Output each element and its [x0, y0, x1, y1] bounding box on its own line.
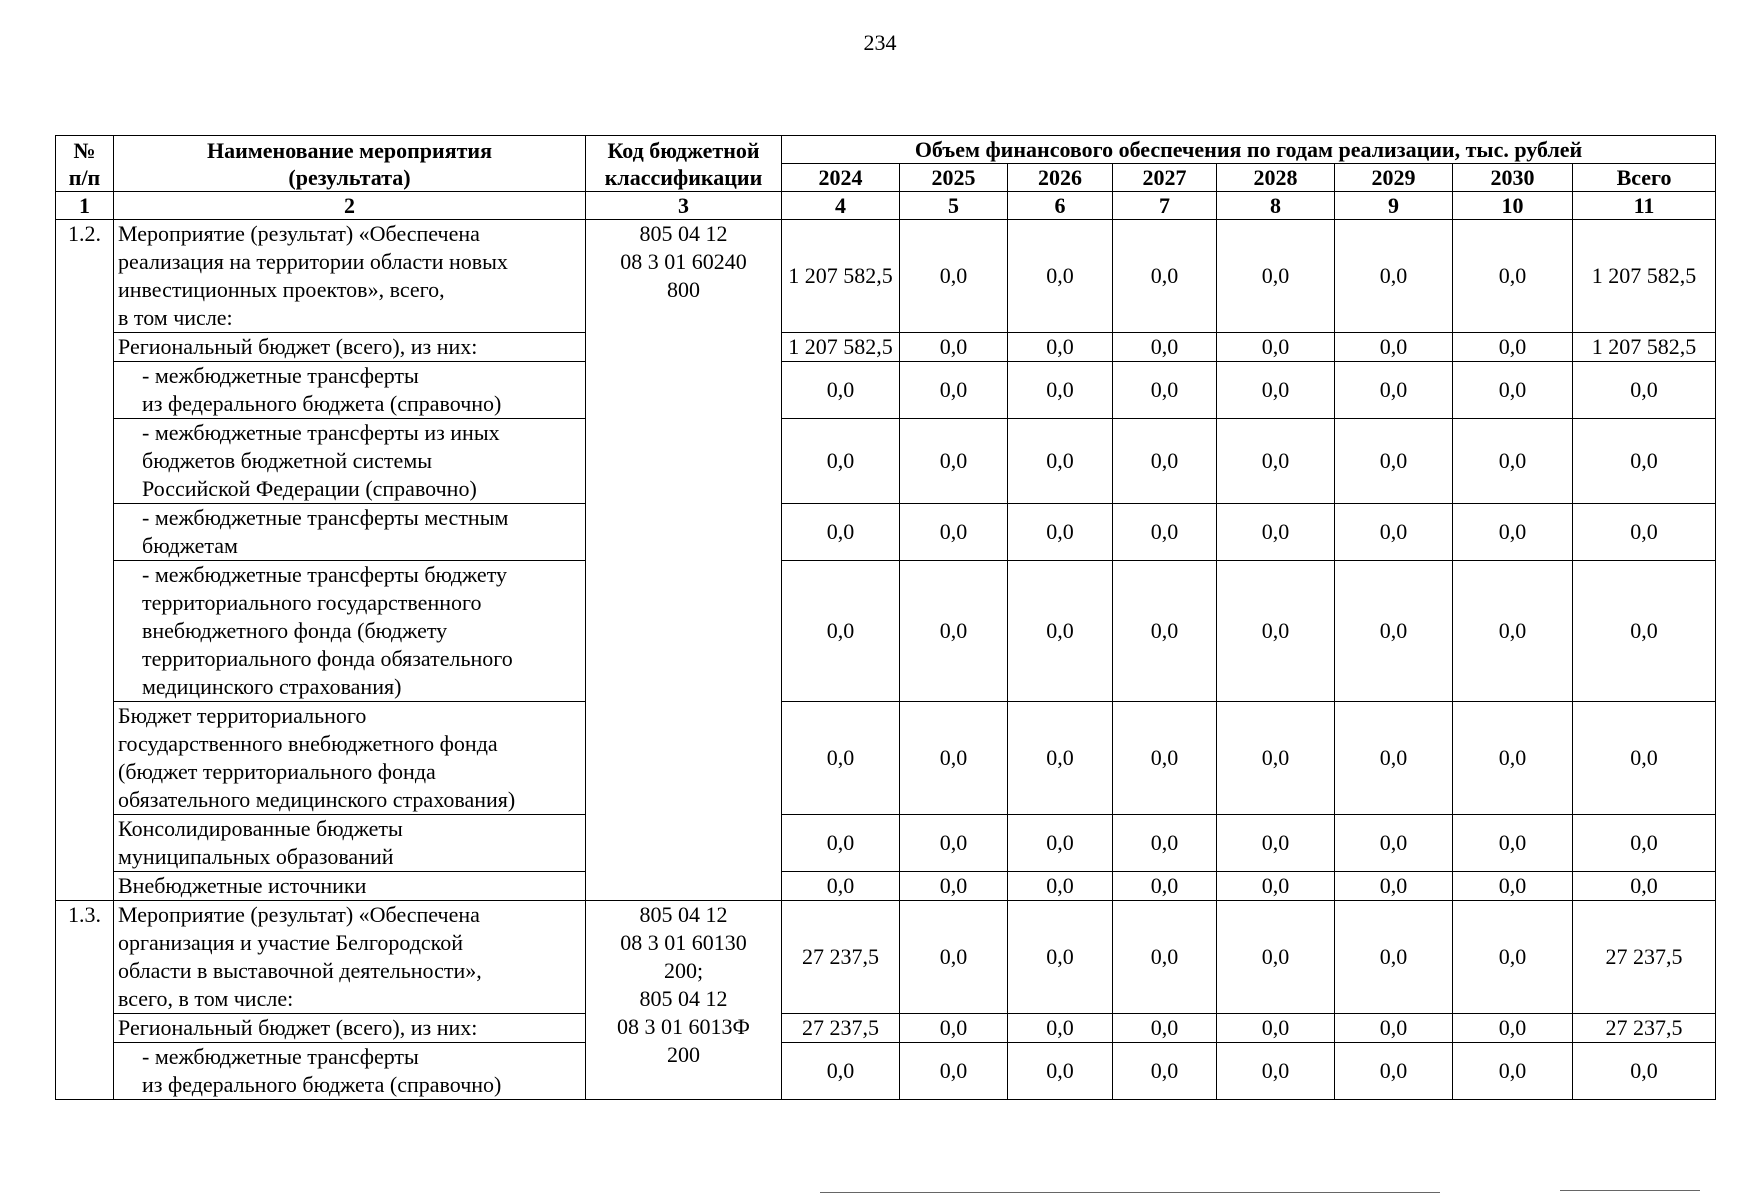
value-cell: 0,0: [1335, 333, 1453, 362]
column-number: 8: [1217, 192, 1335, 220]
item-name-line: Внебюджетные источники: [118, 873, 367, 898]
table-header: [56, 136, 1716, 220]
value-cell: 0,0: [1113, 362, 1217, 419]
value-cell: 0,0: [900, 362, 1008, 419]
value-cell: 0,0: [1453, 872, 1573, 901]
item-name-line: - межбюджетные трансферты местным: [142, 505, 509, 530]
column-number: 9: [1335, 192, 1453, 220]
budget-code-line: 805 04 12: [639, 902, 728, 927]
footer-rule: [820, 1192, 1440, 1193]
value-cell: 0,0: [1217, 1043, 1335, 1100]
value-cell: 0,0: [1217, 561, 1335, 702]
value-cell: 0,0: [1008, 702, 1113, 815]
value-cell: 0,0: [1008, 901, 1113, 1014]
value-cell: 0,0: [1573, 504, 1716, 561]
value-cell: 0,0: [1008, 815, 1113, 872]
value-cell: 0,0: [1453, 815, 1573, 872]
item-name: [114, 1014, 586, 1043]
value-cell: 0,0: [1008, 362, 1113, 419]
item-name-line: внебюджетного фонда (бюджету: [142, 618, 448, 643]
budget-code: [586, 220, 782, 901]
value-cell: 0,0: [1217, 333, 1335, 362]
header-year: 2029: [1335, 164, 1453, 192]
value-cell: 0,0: [900, 1043, 1008, 1100]
value-cell: 0,0: [900, 504, 1008, 561]
page-number: 234: [863, 30, 897, 55]
header-column-numbers: [56, 192, 1716, 220]
table-row: [56, 702, 1716, 815]
value-cell: 0,0: [1573, 702, 1716, 815]
value-cell: 0,0: [900, 561, 1008, 702]
table-row: [56, 815, 1716, 872]
item-name-line: бюджетов бюджетной системы: [142, 448, 433, 473]
row-number: 1.2.: [56, 220, 114, 901]
value-cell: 0,0: [1335, 702, 1453, 815]
value-cell: 0,0: [1573, 419, 1716, 504]
header-code: Код бюджетной классификации: [586, 136, 782, 192]
column-number: 1: [56, 192, 114, 220]
item-name-line: - межбюджетные трансферты бюджету: [142, 562, 508, 587]
value-cell: 0,0: [1113, 504, 1217, 561]
value-cell: 1 207 582,5: [1573, 333, 1716, 362]
value-cell: 0,0: [1335, 901, 1453, 1014]
column-number: 4: [782, 192, 900, 220]
value-cell: 0,0: [1453, 561, 1573, 702]
value-cell: 0,0: [1217, 872, 1335, 901]
value-cell: 0,0: [782, 872, 900, 901]
value-cell: 0,0: [1008, 333, 1113, 362]
value-cell: 0,0: [1008, 1014, 1113, 1043]
item-name: [114, 1043, 586, 1100]
value-cell: 0,0: [782, 561, 900, 702]
value-cell: 0,0: [782, 504, 900, 561]
header-volume: Объем финансового обеспечения по годам реализации, тыс. рублей: [782, 136, 1716, 164]
column-number: 6: [1008, 192, 1113, 220]
value-cell: 0,0: [782, 702, 900, 815]
value-cell: 1 207 582,5: [1573, 220, 1716, 333]
value-cell: 0,0: [1573, 815, 1716, 872]
value-cell: 0,0: [1113, 1043, 1217, 1100]
value-cell: 0,0: [900, 702, 1008, 815]
value-cell: 0,0: [1217, 901, 1335, 1014]
item-name-line: Мероприятие (результат) «Обеспечена: [118, 902, 480, 927]
value-cell: 27 237,5: [1573, 1014, 1716, 1043]
item-name: [114, 901, 586, 1014]
footer-rule-right: [1560, 1190, 1700, 1191]
budget-code-line: 800: [667, 277, 700, 302]
value-cell: 0,0: [1573, 872, 1716, 901]
value-cell: 0,0: [1113, 702, 1217, 815]
item-name-line: Региональный бюджет (всего), из них:: [118, 334, 478, 359]
value-cell: 0,0: [782, 362, 900, 419]
header-year: Всего: [1573, 164, 1716, 192]
value-cell: 0,0: [1008, 872, 1113, 901]
budget-code-line: 08 3 01 60130: [620, 930, 747, 955]
table-row: [56, 220, 1716, 333]
table-row: [56, 1014, 1716, 1043]
item-name: [114, 872, 586, 901]
item-name: [114, 504, 586, 561]
header-name: Наименование мероприятия (результата): [114, 136, 586, 192]
budget-code-line: 805 04 12: [639, 221, 728, 246]
column-number: 3: [586, 192, 782, 220]
value-cell: 0,0: [1113, 333, 1217, 362]
value-cell: 0,0: [900, 872, 1008, 901]
value-cell: 0,0: [1453, 419, 1573, 504]
item-name-line: бюджетам: [142, 533, 238, 558]
table-row: [56, 1043, 1716, 1100]
value-cell: 0,0: [782, 1043, 900, 1100]
table-body: [56, 220, 1716, 1100]
value-cell: 0,0: [1453, 362, 1573, 419]
row-number: 1.3.: [56, 901, 114, 1100]
value-cell: 0,0: [1008, 561, 1113, 702]
value-cell: 0,0: [1217, 220, 1335, 333]
item-name: [114, 220, 586, 333]
value-cell: 0,0: [1335, 561, 1453, 702]
item-name-line: муниципальных образований: [118, 844, 394, 869]
item-name-line: Российской Федерации (справочно): [142, 476, 477, 501]
value-cell: 0,0: [1453, 220, 1573, 333]
table-row: [56, 872, 1716, 901]
item-name-line: Бюджет территориального: [118, 703, 367, 728]
table-row: [56, 419, 1716, 504]
value-cell: 0,0: [1453, 333, 1573, 362]
table-row: [56, 561, 1716, 702]
column-number: 7: [1113, 192, 1217, 220]
item-name-line: - межбюджетные трансферты: [142, 363, 419, 388]
value-cell: 0,0: [1453, 901, 1573, 1014]
table-row: [56, 333, 1716, 362]
column-number: 2: [114, 192, 586, 220]
item-name-line: инвестиционных проектов», всего,: [118, 277, 445, 302]
value-cell: 0,0: [1573, 561, 1716, 702]
item-name-line: Региональный бюджет (всего), из них:: [118, 1015, 478, 1040]
column-number: 5: [900, 192, 1008, 220]
value-cell: 0,0: [1217, 504, 1335, 561]
value-cell: 0,0: [1573, 362, 1716, 419]
item-name-line: государственного внебюджетного фонда: [118, 731, 498, 756]
item-name-line: организация и участие Белгородской: [118, 930, 463, 955]
item-name: [114, 362, 586, 419]
value-cell: 0,0: [1113, 220, 1217, 333]
value-cell: 0,0: [1217, 815, 1335, 872]
value-cell: 0,0: [1335, 1014, 1453, 1043]
header-year: 2027: [1113, 164, 1217, 192]
item-name: [114, 702, 586, 815]
value-cell: 0,0: [1217, 702, 1335, 815]
budget-code-line: 08 3 01 6013Ф: [617, 1014, 750, 1039]
table-row: [56, 504, 1716, 561]
value-cell: 0,0: [1113, 815, 1217, 872]
value-cell: 0,0: [1453, 1043, 1573, 1100]
item-name: [114, 815, 586, 872]
item-name-line: медицинского страхования): [142, 674, 402, 699]
budget-code-line: 805 04 12: [639, 986, 728, 1011]
value-cell: 0,0: [1217, 362, 1335, 419]
value-cell: 0,0: [1217, 1014, 1335, 1043]
value-cell: 0,0: [782, 419, 900, 504]
item-name-line: - межбюджетные трансферты из иных: [142, 420, 500, 445]
value-cell: 0,0: [1008, 419, 1113, 504]
item-name: [114, 561, 586, 702]
header-year: 2026: [1008, 164, 1113, 192]
table-row: [56, 362, 1716, 419]
value-cell: 0,0: [1335, 1043, 1453, 1100]
header-year: 2028: [1217, 164, 1335, 192]
value-cell: 0,0: [900, 419, 1008, 504]
value-cell: 0,0: [1008, 1043, 1113, 1100]
value-cell: 0,0: [1453, 1014, 1573, 1043]
item-name: [114, 419, 586, 504]
value-cell: 0,0: [1453, 702, 1573, 815]
value-cell: 1 207 582,5: [782, 333, 900, 362]
table-row: [56, 901, 1716, 1014]
value-cell: 0,0: [1008, 504, 1113, 561]
value-cell: 0,0: [900, 333, 1008, 362]
financing-table: [55, 135, 1716, 1100]
value-cell: 0,0: [900, 815, 1008, 872]
item-name: [114, 333, 586, 362]
value-cell: 27 237,5: [1573, 901, 1716, 1014]
item-name-line: Консолидированные бюджеты: [118, 816, 403, 841]
value-cell: 0,0: [1335, 362, 1453, 419]
value-cell: 0,0: [1113, 872, 1217, 901]
value-cell: 0,0: [1335, 504, 1453, 561]
column-number: 10: [1453, 192, 1573, 220]
value-cell: 0,0: [1113, 901, 1217, 1014]
item-name-line: территориального фонда обязательного: [142, 646, 513, 671]
item-name-line: в том числе:: [118, 305, 233, 330]
value-cell: 27 237,5: [782, 1014, 900, 1043]
value-cell: 0,0: [900, 901, 1008, 1014]
value-cell: 0,0: [900, 220, 1008, 333]
value-cell: 0,0: [782, 815, 900, 872]
item-name-line: обязательного медицинского страхования): [118, 787, 516, 812]
value-cell: 0,0: [1113, 419, 1217, 504]
item-name-line: из федерального бюджета (справочно): [142, 391, 502, 416]
header-num: № п/п: [56, 136, 114, 192]
value-cell: 0,0: [1335, 220, 1453, 333]
budget-code-line: 200: [667, 1042, 700, 1067]
value-cell: 0,0: [1573, 1043, 1716, 1100]
item-name-line: реализация на территории области новых: [118, 249, 508, 274]
value-cell: 0,0: [1113, 1014, 1217, 1043]
item-name-line: территориального государственного: [142, 590, 482, 615]
header-year: 2024: [782, 164, 900, 192]
value-cell: 1 207 582,5: [782, 220, 900, 333]
value-cell: 27 237,5: [782, 901, 900, 1014]
value-cell: 0,0: [1008, 220, 1113, 333]
item-name-line: из федерального бюджета (справочно): [142, 1072, 502, 1097]
item-name-line: области в выставочной деятельности»,: [118, 958, 482, 983]
value-cell: 0,0: [900, 1014, 1008, 1043]
budget-code: [586, 901, 782, 1100]
value-cell: 0,0: [1113, 561, 1217, 702]
value-cell: 0,0: [1217, 419, 1335, 504]
budget-code-line: 08 3 01 60240: [620, 249, 747, 274]
budget-code-line: 200;: [663, 958, 704, 983]
header-year: 2030: [1453, 164, 1573, 192]
item-name-line: - межбюджетные трансферты: [142, 1044, 419, 1069]
item-name-line: Мероприятие (результат) «Обеспечена: [118, 221, 480, 246]
value-cell: 0,0: [1335, 815, 1453, 872]
value-cell: 0,0: [1335, 872, 1453, 901]
header-year: 2025: [900, 164, 1008, 192]
item-name-line: (бюджет территориального фонда: [118, 759, 436, 784]
value-cell: 0,0: [1453, 504, 1573, 561]
item-name-line: всего, в том числе:: [118, 986, 294, 1011]
value-cell: 0,0: [1335, 419, 1453, 504]
column-number: 11: [1573, 192, 1716, 220]
